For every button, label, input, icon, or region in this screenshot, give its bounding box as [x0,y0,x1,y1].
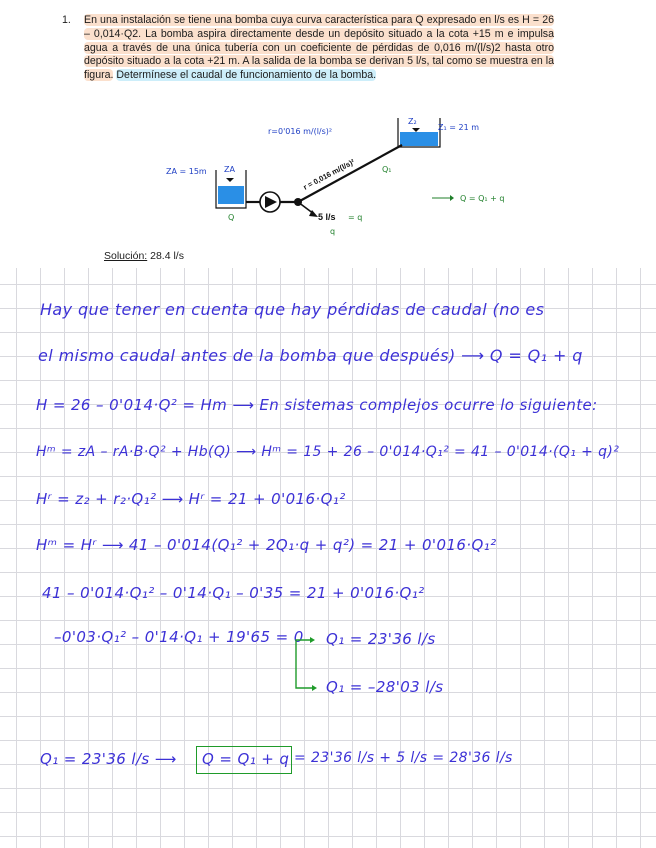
root-negative: Q₁ = –28'03 l/s [326,678,444,696]
note-line-3: H = 26 – 0'014·Q² = Hm ⟶ En sistemas complejos ocurre lo siguiente: [36,396,598,414]
note-line-6: Hᵐ = Hʳ ⟶ 41 – 0'014(Q₁² + 2Q₁·q + q²) = 21 + 0'016·Q₁² [36,536,497,554]
root-positive: Q₁ = 23'36 l/s [326,630,436,648]
problem-question: Determínese el caudal de funcionamiento de la bomba. [116,69,377,82]
problem-text: En una instalación se tiene una bomba cuya curva característica para Q expresado en l/s es H = 26 – 0,014·Q2. La bomba aspira directamente desde un depósito situado a la cota +15 m e impulsa agua a través de una única tubería con un coeficiente de pérdidas de 0,016 m/(l/s)2 hasta otro depósito situado a la cota +21 m. A la salida de la bomba se derivan 5 l/s, tal como se muestra en la figura. [84,14,554,82]
q-label: Q [228,213,235,222]
solution-value: 28.4 l/s [150,250,184,262]
r-printed-label: r = 0,016 m/(l/s)² [301,157,357,192]
solution-label: Solución: [104,250,148,262]
final-result: = 23'36 l/s + 5 l/s = 28'36 l/s [294,750,513,766]
z1-label: Z₁ = 21 m [438,123,479,132]
note-line-2: el mismo caudal antes de la bomba que después) ⟶ Q = Q₁ + q [38,346,583,365]
z2-label: Z₂ [408,117,417,126]
note-line-8: –0'03·Q₁² – 0'14·Q₁ + 19'65 = 0 [54,628,304,646]
q1-label: Q₁ [382,165,392,174]
root-bracket [292,636,322,696]
final-boxed-equation: Q = Q₁ + q [202,750,290,768]
za-label: ZA = 15m [166,167,207,176]
za-tank-label: ZA [224,165,235,174]
problem-number: 1. [62,14,71,26]
note-line-7: 41 – 0'014·Q₁² – 0'14·Q₁ – 0'35 = 21 + 0'016·Q₁² [42,584,425,602]
branch-flow-label: 5 l/s [318,212,336,222]
note-line-1: Hay que tener en cuenta que hay pérdidas de caudal (no es [40,300,545,319]
q-small-label: q [330,227,336,236]
branch-eq-label: = q [348,213,363,222]
note-line-4: Hᵐ = zA – rA·B·Q² + Hb(Q) ⟶ Hᵐ = 15 + 26 – 0'014·Q₁² = 41 – 0'014·(Q₁ + q)² [36,444,620,460]
flow-equation-label: Q = Q₁ + q [460,194,505,203]
final-left: Q₁ = 23'36 l/s ⟶ [40,750,177,768]
note-line-5: Hʳ = z₂ + r₂·Q₁² ⟶ Hʳ = 21 + 0'016·Q₁² [36,490,346,508]
r-handwritten-label: r=0'016 m/(l/s)² [268,127,333,136]
